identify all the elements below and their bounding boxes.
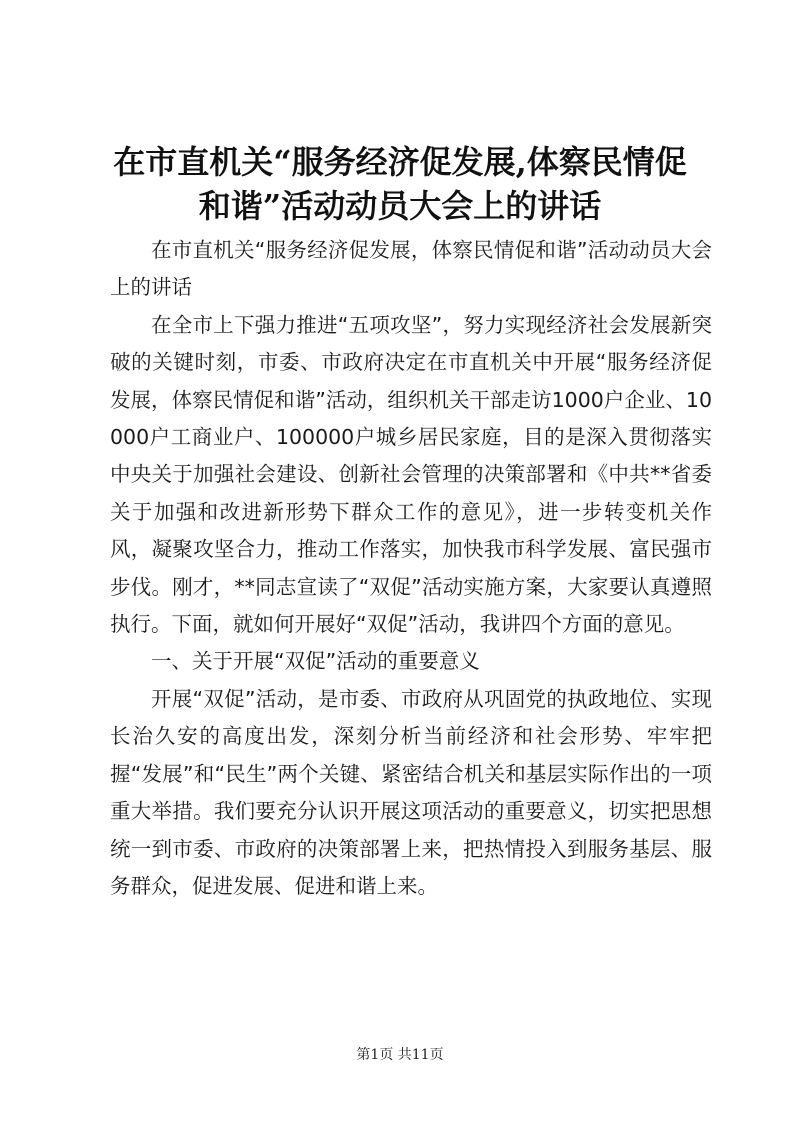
- paragraph-intro: 在全市上下强力推进“五项攻坚”，努力实现经济社会发展新突破的关键时刻，市委、市政府决定在市直机关中开展“服务经济促发展，体察民情促和谐”活动，组织机关干部走访1000户企业、10000户工商业户、100000户城乡居民家庭，目的是深入贯彻落实中央关于加强社会建设、创新社会管理的决策部署和《中共**省委关于加强和改进新形势下群众工作的意见》，进一步转变机关作风，凝聚攻坚合力，推动工作落实，加快我市科学发展、富民强市步伐。刚才，**同志宣读了“双促”活动实施方案，大家要认真遵照执行。下面，就如何开展好“双促”活动，我讲四个方面的意见。: [110, 312, 712, 637]
- paragraph-section-1: 开展“双促”活动，是市委、市政府从巩固党的执政地位、实现长治久安的高度出发，深刻分析当前经济和社会形势、牢牢把握“发展”和“民生”两个关键、紧密结合机关和基层实际作出的一项重大举措。我们要充分认识开展这项活动的重要意义，切实把思想统一到市委、市政府的决策部署上来，把热情投入到服务基层、服务群众，促进发展、促进和谐上来。: [110, 686, 712, 898]
- document-title: 在市直机关“服务经济促发展,体察民情促和谐”活动动员大会上的讲话: [113, 143, 687, 225]
- section-heading-1: 一、关于开展“双促”活动的重要意义: [151, 649, 480, 674]
- paragraph-title-repeat: 在市直机关“服务经济促发展，体察民情促和谐”活动动员大会上的讲话: [110, 238, 712, 300]
- page-footer: 第1页 共11页: [356, 1047, 444, 1063]
- document-body: [110, 232, 712, 905]
